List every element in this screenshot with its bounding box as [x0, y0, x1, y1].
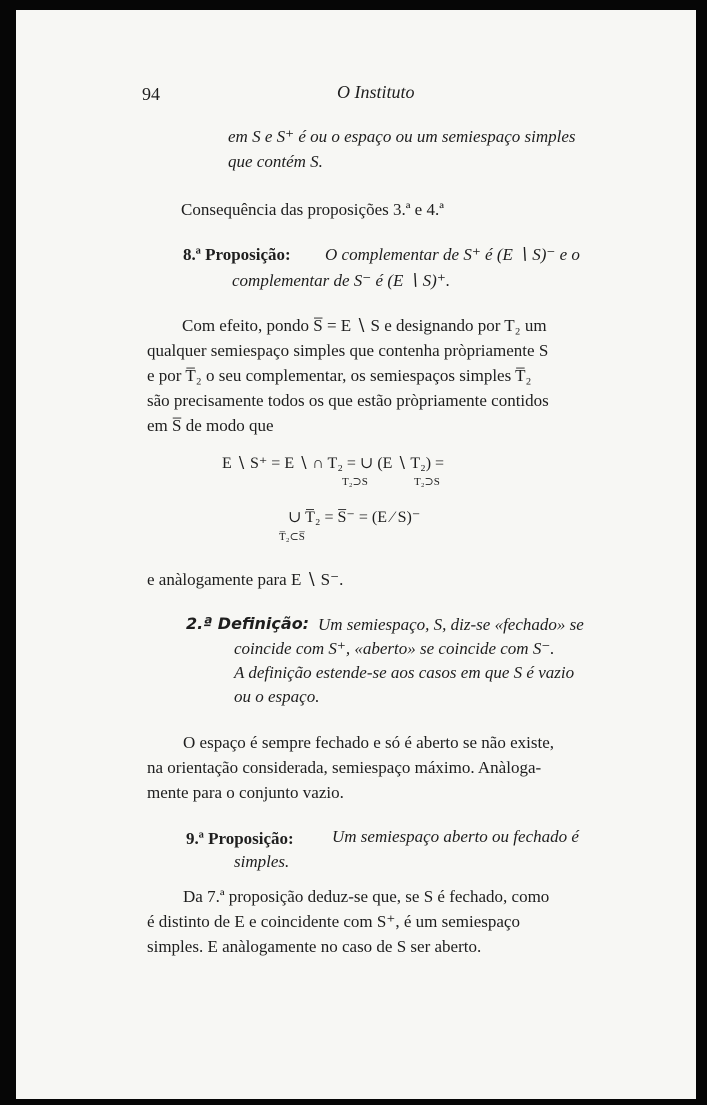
paragraph-da-line-3: simples. E anàlogamente no caso de S ser aberto. [147, 937, 482, 956]
proposition-8-label: 8.ª Proposição: [183, 245, 291, 264]
equation-2: ∪ T̅₂ = S̅⁻ = (E ∕ S)⁻ [288, 509, 421, 526]
paragraph-espaco-line-1: O espaço é sempre fechado e só é aberto se não existe, [183, 733, 555, 752]
consequence-line: Consequência das proposições 3.ª e 4.ª [181, 200, 444, 219]
proposition-8-line-2: complementar de S⁻ é (E ∖ S)⁺. [232, 271, 451, 290]
statement-line-1: em S e S⁺ é ou o espaço ou um semiespaço simples [228, 127, 576, 146]
equation-2-subscript: T̅₂⊂S̅ [279, 531, 305, 543]
definition-2-line-1: Um semiespaço, S, diz-se «fechado» se [318, 615, 584, 634]
running-title: O Instituto [337, 82, 415, 102]
proposition-8-line-1: O complementar de S⁺ é (E ∖ S)⁻ e o [325, 245, 580, 264]
paragraph-com-efeito-line-3: e por T̅₂ o seu complementar, os semiespaços simples T̅₂ [147, 366, 532, 385]
equation-1: E ∖ S⁺ = E ∖ ∩ T₂ = ∪ (E ∖ T₂) = [222, 455, 445, 472]
scan-border-bottom [0, 1099, 707, 1105]
paragraph-com-efeito-line-4: são precisamente todos os que estão pròpriamente contidos [147, 391, 549, 410]
definition-2-line-2: coincide com S⁺, «aberto» se coincide com S⁻. [234, 639, 555, 658]
equation-1-subscript-b: T₂⊃S [414, 476, 440, 488]
proposition-9-line-2: simples. [234, 852, 290, 871]
proposition-9-line-1: Um semiespaço aberto ou fechado é [332, 827, 579, 846]
definition-2-line-4: ou o espaço. [234, 687, 320, 706]
paragraph-espaco-line-3: mente para o conjunto vazio. [147, 783, 344, 802]
definition-2-label: 2.ª Definição: [186, 614, 310, 633]
paragraph-da-line-2: é distinto de E e coincidente com S⁺, é um semiespaço [147, 912, 520, 931]
page-number: 94 [142, 84, 160, 104]
definition-2-line-3: A definição estende-se aos casos em que S é vazio [234, 663, 575, 682]
analogous-line: e anàlogamente para E ∖ S⁻. [147, 570, 344, 589]
paragraph-com-efeito-line-5: em S̅ de modo que [147, 416, 274, 435]
scan-border-right [696, 0, 707, 1105]
equation-1-subscript-a: T₂⊃S [342, 476, 368, 488]
scan-border-top [0, 0, 707, 10]
scan-border-left [0, 0, 16, 1105]
paragraph-com-efeito-line-1: Com efeito, pondo S̅ = E ∖ S e designando por T₂ um [182, 316, 547, 335]
paragraph-espaco-line-2: na orientação considerada, semiespaço máximo. Anàloga- [147, 758, 542, 777]
proposition-9-label: 9.ª Proposição: [186, 829, 294, 848]
statement-line-2: que contém S. [228, 152, 323, 171]
paragraph-com-efeito-line-2: qualquer semiespaço simples que contenha pròpriamente S [147, 341, 549, 360]
paragraph-da-line-1: Da 7.ª proposição deduz-se que, se S é fechado, como [183, 887, 550, 906]
